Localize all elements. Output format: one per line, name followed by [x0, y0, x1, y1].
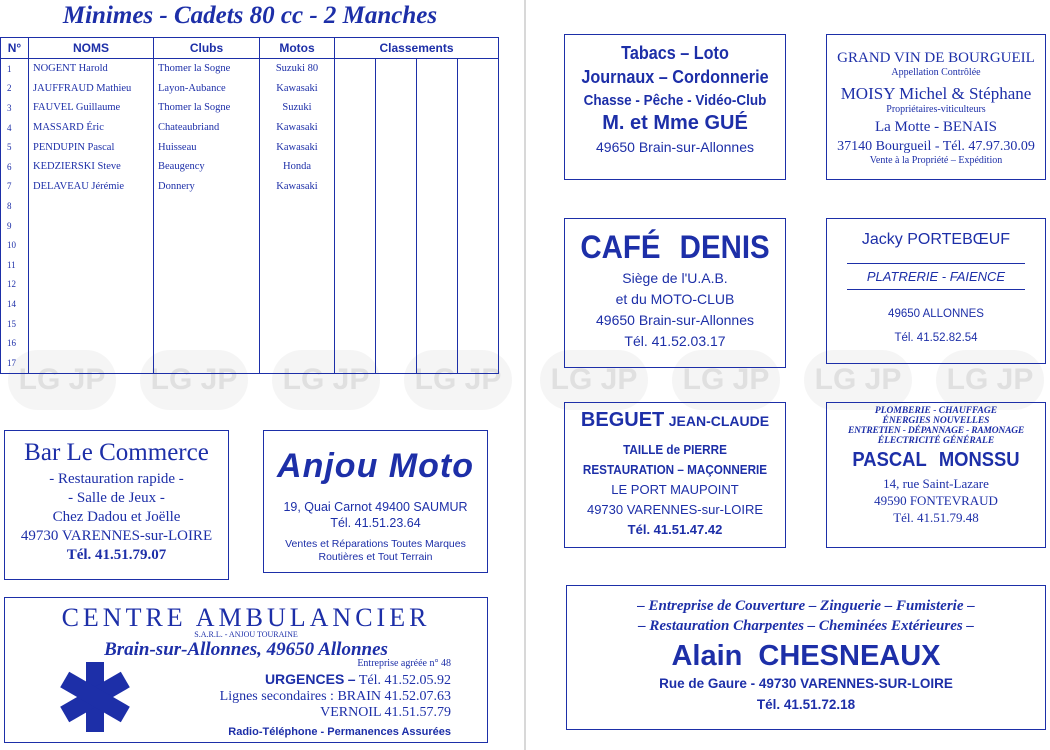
classement-cell: [458, 157, 499, 177]
classement-cell: [417, 79, 458, 99]
moto-brand: [260, 333, 335, 353]
business-name: PASCAL MONSSU: [852, 449, 1020, 471]
watermark: LG JP: [404, 350, 512, 410]
classement-cell: [376, 255, 417, 275]
trade-text: PLATRERIE - FAIENCE: [866, 269, 1006, 284]
business-name: BEGUET JEAN-CLAUDE: [580, 409, 770, 431]
classement-cell: [417, 157, 458, 177]
row-number: 17: [1, 353, 29, 373]
club-name: Huisseau: [154, 137, 260, 157]
classement-cell: [335, 353, 376, 373]
moto-brand: [260, 235, 335, 255]
moto-brand: Kawasaki: [260, 137, 335, 157]
classement-cell: [417, 333, 458, 353]
classement-cell: [335, 275, 376, 295]
table-row: [1, 59, 499, 79]
ad-phone: Tél. 41.52.03.17: [624, 333, 726, 349]
business-name: Alain CHESNEAUX: [671, 640, 941, 672]
rider-name: [29, 314, 154, 334]
watermark: LG JP: [540, 350, 648, 410]
classement-cell: [417, 177, 458, 197]
moto-brand: Honda: [260, 157, 335, 177]
table-row: [1, 294, 499, 314]
club-name: [154, 255, 260, 275]
table-row: [1, 255, 499, 275]
row-number: 4: [1, 118, 29, 138]
rider-name: [29, 353, 154, 373]
watermark: LG JP: [672, 350, 780, 410]
moto-brand: [260, 353, 335, 373]
club-name: [154, 294, 260, 314]
classement-cell: [458, 353, 499, 373]
classement-cell: [417, 98, 458, 118]
classement-cell: [458, 137, 499, 157]
table-row: [1, 353, 499, 373]
watermark: LG JP: [272, 350, 380, 410]
ad-anjou-moto: [263, 430, 488, 573]
classement-cell: [458, 98, 499, 118]
ad-jacky-portebœuf: [826, 218, 1046, 364]
classement-cell: [335, 235, 376, 255]
star-of-life-icon: [57, 662, 133, 732]
ad-tabacs-gue: [564, 34, 786, 180]
moto-brand: [260, 294, 335, 314]
moto-brand: Suzuki: [260, 98, 335, 118]
ad-line: Siège de l'U.A.B.: [622, 270, 728, 286]
classement-cell: [335, 294, 376, 314]
classement-cell: [376, 275, 417, 295]
ad-beguet: [564, 402, 786, 548]
table-row: [1, 333, 499, 353]
ad-line: Propriétaires-viticulteurs: [886, 104, 986, 115]
ad-line: et du MOTO-CLUB: [615, 291, 735, 307]
ad-phone: Tél. 41.51.79.07: [66, 547, 167, 563]
club-name: [154, 216, 260, 236]
business-name: M. et Mme GUÉ: [602, 112, 748, 134]
ad-line: – Entreprise de Couverture – Zinguerie – Fumisterie –: [637, 598, 975, 614]
row-number: 9: [1, 216, 29, 236]
classement-cell: [458, 255, 499, 275]
business-name: MOISY Michel & Stéphane: [840, 84, 1032, 103]
rider-name: [29, 333, 154, 353]
classement-cell: [376, 118, 417, 138]
classement-cell: [376, 216, 417, 236]
ad-city: Brain-sur-Allonnes, 49650 Allonnes: [104, 639, 388, 660]
row-number: 1: [1, 59, 29, 79]
table-row: [1, 314, 499, 334]
table-row: [1, 177, 499, 197]
ad-address: 14, rue Saint-Lazare: [883, 476, 989, 491]
classement-cell: [458, 314, 499, 334]
ad-line: TAILLE de PIERRE: [623, 442, 727, 457]
rider-name: NOGENT Harold: [29, 59, 154, 79]
classement-cell: [376, 235, 417, 255]
ad-line: Tabacs – Loto: [621, 43, 729, 63]
club-name: [154, 314, 260, 334]
club-name: [154, 235, 260, 255]
ad-address: La Motte - BENAIS: [874, 119, 998, 135]
ad-line: Ventes et Réparations Toutes Marques: [285, 538, 466, 550]
classement-cell: [335, 177, 376, 197]
ad-phone: Tél. 41.52.82.54: [894, 332, 978, 344]
ad-grand-vin-bourgueil: [826, 34, 1046, 180]
row-number: 10: [1, 235, 29, 255]
moto-brand: [260, 255, 335, 275]
row-number: 2: [1, 79, 29, 99]
rider-name: FAUVEL Guillaume: [29, 98, 154, 118]
moto-brand: [260, 275, 335, 295]
moto-brand: Suzuki 80: [260, 59, 335, 79]
rider-name: JAUFFRAUD Mathieu: [29, 79, 154, 99]
ad-line: PLOMBERIE - CHAUFFAGE: [874, 406, 998, 416]
secondary-lines: VERNOIL 41.51.57.79: [320, 705, 451, 720]
table-row: [1, 275, 499, 295]
header-clubs: Clubs: [154, 38, 260, 59]
club-name: Chateaubriand: [154, 118, 260, 138]
ad-phone: 37140 Bourgueil - Tél. 47.97.30.09: [837, 139, 1035, 154]
header-classements: Classements: [335, 38, 499, 59]
row-number: 15: [1, 314, 29, 334]
moto-brand: [260, 314, 335, 334]
ad-line: Appellation Contrôlée: [891, 67, 981, 78]
rider-name: [29, 235, 154, 255]
trade-band: [847, 263, 1025, 290]
classement-cell: [417, 314, 458, 334]
table-row: [1, 216, 499, 236]
urgences-line: URGENCES – Tél. 41.52.05.92: [264, 671, 451, 688]
row-number: 11: [1, 255, 29, 275]
classement-cell: [376, 196, 417, 216]
row-number: 12: [1, 275, 29, 295]
classement-cell: [458, 196, 499, 216]
rider-name: [29, 255, 154, 275]
ad-phone: Tél. 41.51.72.18: [756, 697, 856, 712]
ad-line: - Restauration rapide -: [49, 471, 184, 487]
classement-cell: [458, 216, 499, 236]
business-name: CAFÉ DENIS: [580, 229, 770, 265]
page-fold: [524, 0, 526, 750]
classement-cell: [458, 118, 499, 138]
ad-line: ENTRETIEN - DÉPANNAGE - RAMONAGE: [847, 426, 1025, 436]
classement-cell: [376, 177, 417, 197]
table-row: [1, 157, 499, 177]
row-number: 3: [1, 98, 29, 118]
rider-name: DELAVEAU Jérémie: [29, 177, 154, 197]
ad-line: – Restauration Charpentes – Cheminées Extérieures –: [638, 618, 974, 634]
ad-pascal-monssu: [826, 402, 1046, 548]
ad-address: 49650 Brain-sur-Allonnes: [596, 312, 754, 328]
classement-cell: [458, 235, 499, 255]
classement-cell: [417, 235, 458, 255]
moto-brand: Kawasaki: [260, 177, 335, 197]
classement-cell: [376, 137, 417, 157]
ad-address: 19, Quai Carnot 49400 SAUMUR: [283, 500, 468, 514]
moto-brand: [260, 196, 335, 216]
ad-centre-ambulancier: [4, 597, 488, 743]
classement-cell: [376, 79, 417, 99]
ad-address: 49650 ALLONNES: [888, 308, 984, 320]
club-name: Donnery: [154, 177, 260, 197]
ad-bar-le-commerce: [4, 430, 229, 580]
ad-cafe-denis: [564, 218, 786, 368]
moto-brand: Kawasaki: [260, 118, 335, 138]
results-table: [0, 37, 499, 374]
company-form: S.A.R.L. - ANJOU TOURAINE: [194, 630, 298, 639]
ad-line: Vente à la Propriété – Expédition: [869, 155, 1003, 166]
row-number: 5: [1, 137, 29, 157]
club-name: Thomer la Sogne: [154, 59, 260, 79]
classement-cell: [335, 137, 376, 157]
classement-cell: [335, 118, 376, 138]
urgences-phone: Tél. 41.52.05.92: [358, 673, 451, 688]
club-name: Thomer la Sogne: [154, 98, 260, 118]
watermark: LG JP: [804, 350, 912, 410]
ad-alain-chesneaux: [566, 585, 1046, 730]
table-row: [1, 118, 499, 138]
classement-cell: [417, 196, 458, 216]
header-motos: Motos: [260, 38, 335, 59]
classement-cell: [335, 216, 376, 236]
rider-name: KEDZIERSKI Steve: [29, 157, 154, 177]
header-names: NOMS: [29, 38, 154, 59]
ad-address: 49730 VARENNES-sur-LOIRE: [20, 528, 213, 544]
moto-brand: [260, 216, 335, 236]
moto-brand: Kawasaki: [260, 79, 335, 99]
page-title: Minimes - Cadets 80 cc - 2 Manches: [62, 2, 438, 29]
rider-name: [29, 275, 154, 295]
ad-line: Chez Dadou et Joëlle: [52, 509, 181, 525]
classement-cell: [417, 59, 458, 79]
table-row: [1, 137, 499, 157]
classement-cell: [376, 353, 417, 373]
classement-cell: [376, 294, 417, 314]
club-name: [154, 333, 260, 353]
table-row: [1, 98, 499, 118]
row-number: 14: [1, 294, 29, 314]
classement-cell: [335, 333, 376, 353]
rider-name: [29, 196, 154, 216]
classement-cell: [335, 314, 376, 334]
classement-cell: [335, 98, 376, 118]
classement-cell: [335, 59, 376, 79]
ad-phone: Tél. 41.51.47.42: [627, 522, 723, 537]
classement-cell: [417, 255, 458, 275]
classement-cell: [417, 294, 458, 314]
urgences-label: URGENCES: [264, 671, 345, 687]
classement-cell: [417, 353, 458, 373]
classement-cell: [335, 196, 376, 216]
classement-cell: [417, 275, 458, 295]
table-row: [1, 235, 499, 255]
classement-cell: [458, 294, 499, 314]
rider-name: [29, 216, 154, 236]
ad-address: 49590 FONTEVRAUD: [874, 493, 998, 508]
business-name: CENTRE AMBULANCIER: [61, 603, 431, 632]
club-name: [154, 196, 260, 216]
club-name: Beaugency: [154, 157, 260, 177]
club-name: [154, 353, 260, 373]
agreement-text: Entreprise agréée n° 48: [357, 658, 451, 669]
classement-cell: [335, 157, 376, 177]
row-number: 8: [1, 196, 29, 216]
row-number: 16: [1, 333, 29, 353]
ad-phone: Tél. 41.51.79.48: [893, 510, 979, 525]
classement-cell: [376, 59, 417, 79]
classement-cell: [376, 333, 417, 353]
classement-cell: [458, 275, 499, 295]
ad-phone: Tél. 41.51.23.64: [330, 516, 421, 530]
rider-name: MASSARD Éric: [29, 118, 154, 138]
anjou-moto-logo: Anjou Moto: [277, 447, 474, 485]
ad-line: Routières et Tout Terrain: [318, 551, 433, 563]
ad-line: ÉNERGIES NOUVELLES: [882, 416, 990, 426]
classement-cell: [417, 118, 458, 138]
ad-line: GRAND VIN DE BOURGUEIL: [837, 50, 1035, 66]
table-row: [1, 196, 499, 216]
ad-address: Rue de Gaure - 49730 VARENNES-SUR-LOIRE: [659, 676, 953, 691]
table-header-row: [1, 38, 499, 59]
classement-cell: [376, 314, 417, 334]
classement-cell: [376, 98, 417, 118]
classement-cell: [417, 216, 458, 236]
table-row: [1, 79, 499, 99]
classement-cell: [335, 255, 376, 275]
ad-address: 49650 Brain-sur-Allonnes: [596, 139, 754, 155]
row-number: 7: [1, 177, 29, 197]
watermark: LG JP: [8, 350, 116, 410]
ad-line: RESTAURATION – MAÇONNERIE: [582, 462, 768, 477]
classement-cell: [335, 79, 376, 99]
classement-cell: [417, 137, 458, 157]
header-number: N°: [1, 38, 29, 59]
ad-line: Chasse - Pêche - Vidéo-Club: [583, 92, 767, 109]
classement-cell: [458, 59, 499, 79]
rider-name: [29, 294, 154, 314]
secondary-lines: Lignes secondaires : BRAIN 41.52.07.63: [219, 689, 451, 704]
business-name: Jacky PORTEBŒUF: [861, 231, 1011, 248]
classement-cell: [458, 79, 499, 99]
row-number: 6: [1, 157, 29, 177]
ad-address: 49730 VARENNES-sur-LOIRE: [586, 502, 764, 517]
club-name: [154, 275, 260, 295]
classement-cell: [458, 333, 499, 353]
watermark: LG JP: [140, 350, 248, 410]
ad-line: LE PORT MAUPOINT: [611, 482, 739, 497]
business-name: Bar Le Commerce: [24, 439, 209, 466]
rider-name: PENDUPIN Pascal: [29, 137, 154, 157]
classement-cell: [376, 157, 417, 177]
watermark: LG JP: [936, 350, 1044, 410]
ad-footer: Radio-Téléphone - Permanences Assurées: [228, 726, 451, 738]
classement-cell: [458, 177, 499, 197]
club-name: Layon-Aubance: [154, 79, 260, 99]
ad-line: ÉLECTRICITÉ GÉNÉRALE: [877, 436, 995, 446]
ad-line: Journaux – Cordonnerie: [581, 67, 769, 87]
ad-line: - Salle de Jeux -: [68, 490, 165, 506]
